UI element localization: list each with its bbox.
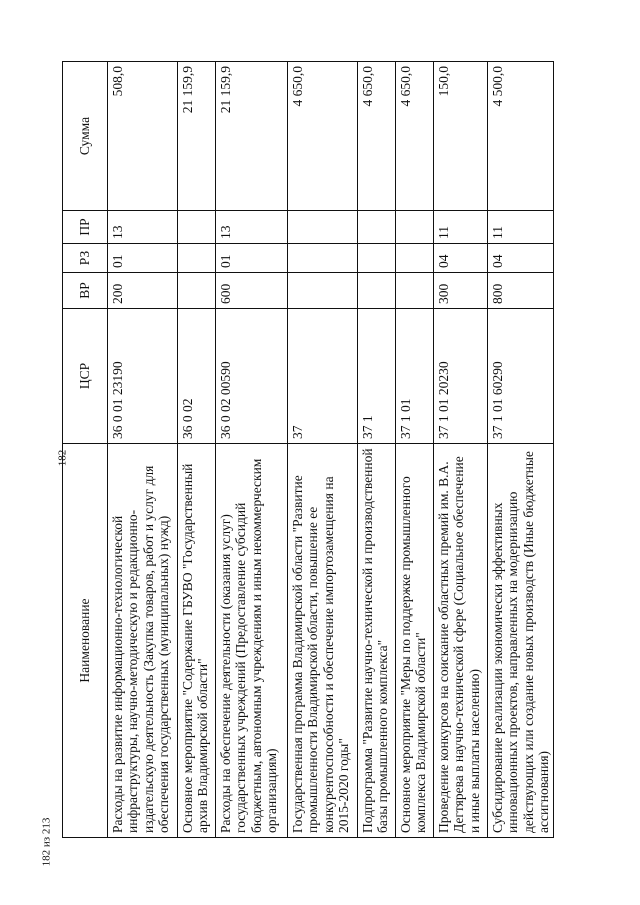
cell-vr bbox=[358, 273, 396, 309]
cell-pr: 11 bbox=[488, 211, 554, 244]
cell-sum: 4 650,0 bbox=[396, 62, 434, 211]
cell-vr: 600 bbox=[216, 273, 288, 309]
cell-rz bbox=[358, 244, 396, 273]
cell-sum: 4 500,0 bbox=[488, 62, 554, 211]
header-csr: ЦСР bbox=[63, 309, 108, 444]
cell-name: Субсидирование реализации экономически эффективных инновационных проектов, направленных на модернизацию действующих или создание новых производств (Иные бюджетные ассигнования) bbox=[488, 444, 554, 838]
table-row bbox=[288, 62, 358, 838]
header-vr: ВР bbox=[63, 273, 108, 309]
cell-csr: 37 1 01 bbox=[396, 309, 434, 444]
table-row bbox=[216, 62, 288, 838]
cell-vr: 300 bbox=[434, 273, 488, 309]
table-row bbox=[178, 62, 216, 838]
cell-sum: 508,0 bbox=[108, 62, 178, 211]
cell-rz bbox=[288, 244, 358, 273]
cell-pr bbox=[396, 211, 434, 244]
cell-vr bbox=[288, 273, 358, 309]
table-row bbox=[108, 62, 178, 838]
table-row bbox=[358, 62, 396, 838]
cell-sum: 150,0 bbox=[434, 62, 488, 211]
cell-vr: 800 bbox=[488, 273, 554, 309]
cell-rz: 01 bbox=[216, 244, 288, 273]
header-pr: ПР bbox=[63, 211, 108, 244]
page-counter-bottom: 182 из 213 bbox=[40, 817, 53, 867]
table-header-row bbox=[63, 62, 108, 838]
cell-rz: 01 bbox=[108, 244, 178, 273]
cell-rz bbox=[396, 244, 434, 273]
cell-sum: 4 650,0 bbox=[288, 62, 358, 211]
table-row bbox=[434, 62, 488, 838]
cell-sum: 4 650,0 bbox=[358, 62, 396, 211]
cell-rz: 04 bbox=[488, 244, 554, 273]
cell-csr: 36 0 02 bbox=[178, 309, 216, 444]
rotated-page-content bbox=[62, 62, 551, 838]
table-row bbox=[396, 62, 434, 838]
header-rz: РЗ bbox=[63, 244, 108, 273]
cell-rz bbox=[178, 244, 216, 273]
cell-pr bbox=[178, 211, 216, 244]
cell-pr: 11 bbox=[434, 211, 488, 244]
page-number-top: 182 bbox=[56, 449, 69, 467]
cell-name: Проведение конкурсов на соискание областных премий им. В.А. Дегтярева в научно-технической сфере (Социальное обеспечение и иные выплаты населению) bbox=[434, 444, 488, 838]
cell-pr bbox=[358, 211, 396, 244]
cell-sum: 21 159,9 bbox=[216, 62, 288, 211]
cell-sum: 21 159,9 bbox=[178, 62, 216, 211]
cell-name: Основное мероприятие "Меры по поддержке промышленного комплекса Владимирской области" bbox=[396, 444, 434, 838]
cell-pr bbox=[288, 211, 358, 244]
cell-csr: 37 bbox=[288, 309, 358, 444]
budget-table bbox=[62, 61, 554, 838]
cell-pr: 13 bbox=[108, 211, 178, 244]
cell-name: Основное мероприятие "Содержание ГБУВО "Государственный архив Владимирской области" bbox=[178, 444, 216, 838]
cell-csr: 37 1 01 20230 bbox=[434, 309, 488, 444]
cell-vr bbox=[178, 273, 216, 309]
header-sum: Сумма bbox=[63, 62, 108, 211]
cell-name: Расходы на обеспечение деятельности (оказания услуг) государственных учреждений (Предоставление субсидий бюджетным, автономным учреждениям и иным некоммерческим организациям) bbox=[216, 444, 288, 838]
cell-csr: 37 1 01 60290 bbox=[488, 309, 554, 444]
cell-name: Расходы на развитие информационно-технологической инфраструктуры, научно-методическую и редакционно-издательскую деятельность (Закупка товаров, работ и услуг для обеспечения государственных (муниципальных) нужд) bbox=[108, 444, 178, 838]
cell-name: Подпрограмма "Развитие научно-технической и производственной базы промышленного комплекса" bbox=[358, 444, 396, 838]
cell-pr: 13 bbox=[216, 211, 288, 244]
cell-csr: 36 0 01 23190 bbox=[108, 309, 178, 444]
header-name: Наименование bbox=[63, 444, 108, 838]
cell-vr: 200 bbox=[108, 273, 178, 309]
table-row bbox=[488, 62, 554, 838]
cell-csr: 37 1 bbox=[358, 309, 396, 444]
cell-rz: 04 bbox=[434, 244, 488, 273]
cell-name: Государственная программа Владимирской области "Развитие промышленности Владимирской области, повышение ее конкурентоспособности и обеспечение импортозамещения на 2015-2020 годы" bbox=[288, 444, 358, 838]
cell-vr bbox=[396, 273, 434, 309]
cell-csr: 36 0 02 00590 bbox=[216, 309, 288, 444]
